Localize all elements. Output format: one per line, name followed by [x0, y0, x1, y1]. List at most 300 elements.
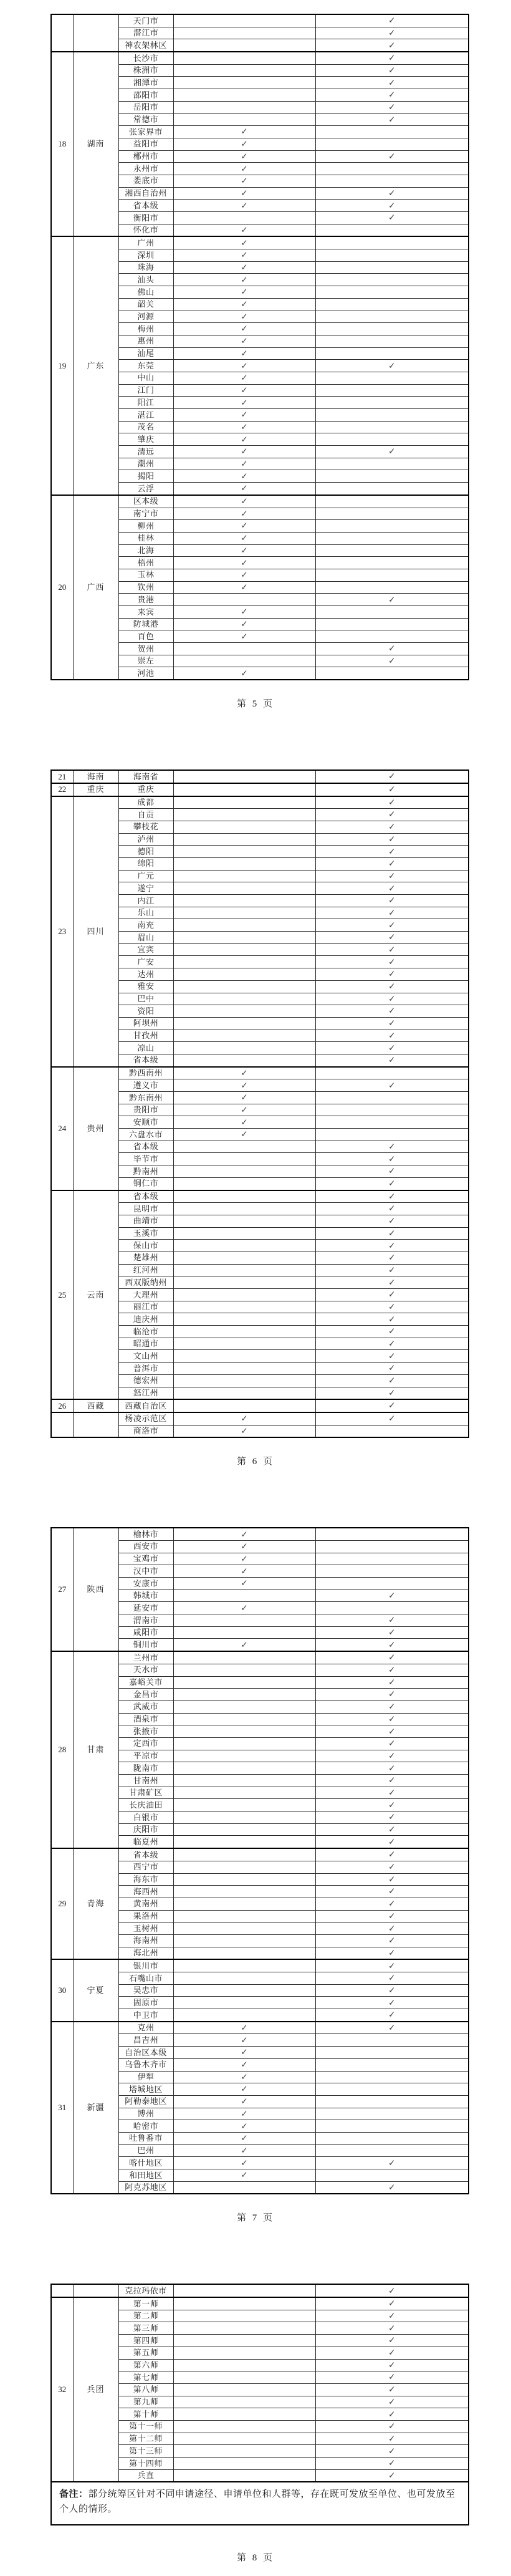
- city-cell: 韶关: [118, 298, 173, 311]
- city-cell: 金昌市: [118, 1689, 173, 1701]
- check-col-1-cell: [173, 1886, 315, 1898]
- check-col-1-cell: [173, 1104, 315, 1116]
- checkmark-icon: ✓: [388, 1763, 396, 1773]
- city-cell: 六盘水市: [118, 1129, 173, 1141]
- city-cell: 吴忠市: [118, 1984, 173, 1997]
- check-col-1-cell: [173, 943, 315, 956]
- index-cell: 26: [51, 1399, 73, 1412]
- city-cell: 韩城市: [118, 1589, 173, 1602]
- city-cell: 玉树州: [118, 1922, 173, 1935]
- check-col-1-cell: [173, 2120, 315, 2133]
- checkmark-icon: ✓: [388, 809, 396, 820]
- check-col-2-cell: [315, 2095, 469, 2108]
- check-col-2-cell: [315, 1811, 469, 1824]
- checkmark-icon: ✓: [241, 2158, 248, 2168]
- check-col-1-cell: [173, 138, 315, 150]
- page-block: [0, 14, 511, 710]
- city-cell: 海北州: [118, 1947, 173, 1959]
- checkmark-icon: ✓: [388, 1689, 396, 1700]
- check-col-2-cell: [315, 2108, 469, 2120]
- city-cell: 梅州: [118, 323, 173, 335]
- city-cell: 玉林: [118, 569, 173, 581]
- city-cell: 长庆油田: [118, 1799, 173, 1811]
- checkmark-icon: ✓: [241, 1529, 248, 1540]
- check-col-2-cell: [315, 1042, 469, 1054]
- check-col-2-cell: [315, 1713, 469, 1725]
- city-cell: 黔南州: [118, 1165, 173, 1178]
- check-col-2-cell: [315, 1959, 469, 1972]
- check-col-2-cell: [315, 1823, 469, 1836]
- checkmark-icon: ✓: [241, 385, 248, 395]
- check-col-1-cell: [173, 2058, 315, 2071]
- city-cell: 第十一师: [118, 2420, 173, 2433]
- checkmark-icon: ✓: [241, 348, 248, 359]
- checkmark-icon: ✓: [388, 2409, 396, 2419]
- check-col-1-cell: [173, 1750, 315, 1762]
- checkmark-icon: ✓: [388, 1351, 396, 1361]
- checkmark-icon: ✓: [388, 77, 396, 88]
- city-cell: 郴州市: [118, 150, 173, 163]
- checkmark-icon: ✓: [241, 422, 248, 432]
- check-col-2-cell: [315, 458, 469, 470]
- check-col-1-cell: [173, 372, 315, 384]
- checkmark-icon: ✓: [388, 1739, 396, 1749]
- city-cell: 省本级: [118, 200, 173, 212]
- city-cell: 北海: [118, 544, 173, 557]
- check-col-1-cell: [173, 1313, 315, 1326]
- checkmark-icon: ✓: [388, 822, 396, 832]
- city-cell: 海西州: [118, 1886, 173, 1898]
- check-col-1-cell: [173, 532, 315, 544]
- footnote-row: [51, 2482, 469, 2525]
- check-col-1-cell: [173, 1565, 315, 1578]
- city-cell: 巴中: [118, 993, 173, 1005]
- city-cell: 阳江: [118, 397, 173, 409]
- checkmark-icon: ✓: [241, 263, 248, 273]
- checkmark-icon: ✓: [241, 188, 248, 198]
- check-col-1-cell: [173, 857, 315, 870]
- check-col-1-cell: [173, 1326, 315, 1338]
- check-col-2-cell: [315, 409, 469, 422]
- page-number-label: 第 8 页: [236, 2552, 274, 2563]
- check-col-2-cell: [315, 261, 469, 274]
- check-col-2-cell: [315, 89, 469, 102]
- city-cell: 湘西自治州: [118, 187, 173, 200]
- city-cell: 第九师: [118, 2396, 173, 2408]
- checkmark-icon: ✓: [388, 1314, 396, 1324]
- city-cell: 哈密市: [118, 2120, 173, 2133]
- check-col-2-cell: [315, 298, 469, 311]
- city-cell: 惠州: [118, 335, 173, 347]
- province-cell: [73, 1412, 118, 1437]
- check-col-2-cell: [315, 655, 469, 667]
- city-cell: 广元: [118, 870, 173, 882]
- check-col-2-cell: [315, 993, 469, 1005]
- checkmark-icon: ✓: [388, 2335, 396, 2346]
- city-cell: 珠海: [118, 261, 173, 274]
- check-col-1-cell: [173, 1399, 315, 1412]
- check-col-1-cell: [173, 1374, 315, 1387]
- check-col-2-cell: [315, 1787, 469, 1799]
- check-col-1-cell: [173, 1651, 315, 1664]
- check-col-2-cell: [315, 956, 469, 968]
- index-cell: 23: [51, 796, 73, 1067]
- check-col-1-cell: [173, 882, 315, 895]
- city-cell: 安顺市: [118, 1116, 173, 1129]
- city-cell: 果洛州: [118, 1910, 173, 1922]
- city-cell: 东莞: [118, 360, 173, 372]
- check-col-1-cell: [173, 360, 315, 372]
- city-cell: 第一师: [118, 2297, 173, 2310]
- checkmark-icon: ✓: [388, 1006, 396, 1016]
- check-col-2-cell: [315, 2359, 469, 2371]
- checkmark-icon: ✓: [388, 1936, 396, 1946]
- check-col-2-cell: [315, 483, 469, 495]
- check-col-1-cell: [173, 2445, 315, 2458]
- index-cell: [51, 1412, 73, 1437]
- footnote: [51, 2482, 469, 2525]
- city-cell: 临夏州: [118, 1836, 173, 1848]
- city-cell: 眉山: [118, 932, 173, 944]
- check-col-2-cell: [315, 1578, 469, 1590]
- city-cell: 吐鲁番市: [118, 2132, 173, 2144]
- city-cell: 兵直: [118, 2469, 173, 2482]
- check-col-2-cell: [315, 618, 469, 630]
- check-col-1-cell: [173, 200, 315, 212]
- check-col-2-cell: [315, 1215, 469, 1227]
- check-col-2-cell: [315, 1664, 469, 1676]
- city-cell: 汕尾: [118, 347, 173, 360]
- city-cell: 汕头: [118, 274, 173, 286]
- checkmark-icon: ✓: [388, 2323, 396, 2333]
- checkmark-icon: ✓: [241, 2121, 248, 2131]
- footnote-label: 备注：: [59, 2489, 88, 2500]
- check-col-1-cell: [173, 1898, 315, 1910]
- check-col-2-cell: [315, 2322, 469, 2335]
- city-cell: 第八师: [118, 2383, 173, 2396]
- check-col-1-cell: [173, 1910, 315, 1922]
- city-cell: 资阳: [118, 1005, 173, 1018]
- check-col-2-cell: [315, 2433, 469, 2445]
- check-col-2-cell: [315, 508, 469, 520]
- city-cell: 第十四师: [118, 2458, 173, 2470]
- check-col-1-cell: [173, 1934, 315, 1947]
- checkmark-icon: ✓: [388, 1030, 396, 1041]
- check-col-1-cell: [173, 101, 315, 113]
- check-col-1-cell: [173, 1676, 315, 1689]
- check-col-1-cell: [173, 64, 315, 77]
- check-col-1-cell: [173, 1626, 315, 1639]
- check-col-2-cell: [315, 1689, 469, 1701]
- city-cell: 铜川市: [118, 1639, 173, 1651]
- check-col-2-cell: [315, 433, 469, 446]
- checkmark-icon: ✓: [241, 287, 248, 297]
- check-col-1-cell: [173, 384, 315, 397]
- check-col-1-cell: [173, 1553, 315, 1565]
- checkmark-icon: ✓: [388, 1018, 396, 1029]
- check-col-2-cell: [315, 2469, 469, 2482]
- page-number-label: 第 7 页: [236, 2213, 274, 2224]
- index-cell: [51, 14, 73, 52]
- check-col-1-cell: [173, 581, 315, 594]
- check-col-2-cell: [315, 1289, 469, 1301]
- check-col-2-cell: [315, 2071, 469, 2083]
- check-col-2-cell: [315, 446, 469, 458]
- check-col-1-cell: [173, 1725, 315, 1738]
- city-cell: 南充: [118, 919, 173, 932]
- city-cell: 天水市: [118, 1664, 173, 1676]
- city-cell: 大理州: [118, 1289, 173, 1301]
- province-cell: 广东: [73, 236, 118, 494]
- check-col-1-cell: [173, 286, 315, 299]
- check-col-2-cell: [315, 1873, 469, 1886]
- city-cell: 塔城地区: [118, 2083, 173, 2096]
- check-col-1-cell: [173, 261, 315, 274]
- check-col-1-cell: [173, 895, 315, 907]
- checkmark-icon: ✓: [388, 27, 396, 38]
- checkmark-icon: ✓: [241, 570, 248, 581]
- checkmark-icon: ✓: [388, 1899, 396, 1909]
- check-col-2-cell: [315, 932, 469, 944]
- checkmark-icon: ✓: [388, 797, 396, 808]
- checkmark-icon: ✓: [241, 619, 248, 629]
- city-cell: 喀什地区: [118, 2157, 173, 2169]
- check-col-1-cell: [173, 1589, 315, 1602]
- check-col-2-cell: [315, 2181, 469, 2194]
- check-col-1-cell: [173, 126, 315, 138]
- check-col-1-cell: [173, 1700, 315, 1713]
- checkmark-icon: ✓: [241, 311, 248, 322]
- index-cell: 28: [51, 1651, 73, 1848]
- check-col-2-cell: [315, 1141, 469, 1153]
- city-cell: 佛山: [118, 286, 173, 299]
- check-col-1-cell: [173, 212, 315, 224]
- check-col-2-cell: [315, 606, 469, 619]
- check-col-1-cell: [173, 1775, 315, 1787]
- checkmark-icon: ✓: [241, 557, 248, 568]
- check-col-1-cell: [173, 236, 315, 249]
- checkmark-icon: ✓: [388, 1923, 396, 1934]
- check-col-1-cell: [173, 1787, 315, 1799]
- check-col-1-cell: [173, 1227, 315, 1240]
- checkmark-icon: ✓: [388, 656, 396, 666]
- checkmark-icon: ✓: [241, 410, 248, 420]
- city-cell: 中卫市: [118, 2009, 173, 2022]
- city-cell: 黄南州: [118, 1898, 173, 1910]
- checkmark-icon: ✓: [388, 1665, 396, 1676]
- checkmark-icon: ✓: [388, 1812, 396, 1823]
- check-col-1-cell: [173, 483, 315, 495]
- check-col-1-cell: [173, 1823, 315, 1836]
- checkmark-icon: ✓: [388, 2421, 396, 2432]
- checkmark-icon: ✓: [388, 945, 396, 955]
- check-col-1-cell: [173, 2310, 315, 2322]
- checkmark-icon: ✓: [388, 2182, 396, 2192]
- city-cell: 阿勒泰地区: [118, 2095, 173, 2108]
- checkmark-icon: ✓: [241, 582, 248, 592]
- check-col-2-cell: [315, 1614, 469, 1627]
- check-col-1-cell: [173, 1639, 315, 1651]
- check-col-1-cell: [173, 643, 315, 655]
- check-col-2-cell: [315, 64, 469, 77]
- check-col-1-cell: [173, 1054, 315, 1066]
- check-col-2-cell: [315, 846, 469, 858]
- checkmark-icon: ✓: [388, 188, 396, 198]
- check-col-2-cell: [315, 943, 469, 956]
- table-row: [51, 1848, 469, 1861]
- province-cell: [73, 2284, 118, 2297]
- city-cell: 兰州市: [118, 1651, 173, 1664]
- table-row: [51, 2022, 469, 2034]
- city-cell: 汉中市: [118, 1565, 173, 1578]
- region-table: [50, 1527, 469, 2194]
- check-col-2-cell: [315, 796, 469, 809]
- checkmark-icon: ✓: [241, 200, 248, 211]
- check-col-2-cell: [315, 163, 469, 175]
- footnote-text: 部分统筹区针对不同申请途径、申请单位和人群等，存在既可发放至单位、也可发放至个人的情形。: [59, 2489, 456, 2514]
- check-col-2-cell: [315, 833, 469, 846]
- check-col-2-cell: [315, 1553, 469, 1565]
- check-col-1-cell: [173, 1614, 315, 1627]
- check-col-1-cell: [173, 655, 315, 667]
- city-cell: 南宁市: [118, 508, 173, 520]
- index-cell: 24: [51, 1067, 73, 1190]
- check-col-2-cell: [315, 2009, 469, 2022]
- check-col-1-cell: [173, 1412, 315, 1425]
- check-col-1-cell: [173, 2022, 315, 2034]
- checkmark-icon: ✓: [388, 102, 396, 113]
- check-col-1-cell: [173, 520, 315, 533]
- province-cell: 广西: [73, 495, 118, 680]
- check-col-1-cell: [173, 335, 315, 347]
- table-row: [51, 1528, 469, 1540]
- checkmark-icon: ✓: [388, 1652, 396, 1663]
- checkmark-icon: ✓: [388, 834, 396, 844]
- city-cell: 贵阳市: [118, 1104, 173, 1116]
- table-row: [51, 1399, 469, 1412]
- check-col-2-cell: [315, 1252, 469, 1264]
- checkmark-icon: ✓: [388, 932, 396, 943]
- city-cell: 德宏州: [118, 1374, 173, 1387]
- city-cell: 泸州: [118, 833, 173, 846]
- checkmark-icon: ✓: [388, 1055, 396, 1066]
- city-cell: 遵义市: [118, 1079, 173, 1092]
- check-col-1-cell: [173, 1602, 315, 1614]
- check-col-1-cell: [173, 458, 315, 470]
- table-row: [51, 1067, 469, 1079]
- checkmark-icon: ✓: [241, 299, 248, 310]
- check-col-1-cell: [173, 1289, 315, 1301]
- city-cell: 桂林: [118, 532, 173, 544]
- check-col-2-cell: [315, 581, 469, 594]
- check-col-1-cell: [173, 2132, 315, 2144]
- check-col-2-cell: [315, 1374, 469, 1387]
- check-col-2-cell: [315, 347, 469, 360]
- check-col-1-cell: [173, 323, 315, 335]
- check-col-2-cell: [315, 1886, 469, 1898]
- city-cell: 商洛市: [118, 1425, 173, 1437]
- check-col-1-cell: [173, 1528, 315, 1540]
- checkmark-icon: ✓: [241, 459, 248, 469]
- checkmark-icon: ✓: [388, 1414, 396, 1424]
- check-col-1-cell: [173, 2034, 315, 2047]
- check-col-2-cell: [315, 200, 469, 212]
- city-cell: 重庆: [118, 783, 173, 796]
- check-col-2-cell: [315, 1399, 469, 1412]
- check-col-2-cell: [315, 1240, 469, 1252]
- index-cell: 20: [51, 495, 73, 680]
- checkmark-icon: ✓: [388, 2458, 396, 2469]
- region-table: [50, 769, 469, 1438]
- city-cell: 铜仁市: [118, 1177, 173, 1190]
- city-cell: 凉山: [118, 1042, 173, 1054]
- check-col-2-cell: [315, 2034, 469, 2047]
- city-cell: 和田地区: [118, 2169, 173, 2182]
- city-cell: 玉溪市: [118, 1227, 173, 1240]
- check-col-2-cell: [315, 470, 469, 483]
- city-cell: 第十三师: [118, 2445, 173, 2458]
- city-cell: 黔西南州: [118, 1067, 173, 1079]
- check-col-1-cell: [173, 2095, 315, 2108]
- checkmark-icon: ✓: [241, 508, 248, 519]
- province-cell: 陕西: [73, 1528, 118, 1651]
- check-col-2-cell: [315, 1153, 469, 1165]
- check-col-2-cell: [315, 2371, 469, 2384]
- check-col-1-cell: [173, 809, 315, 821]
- check-col-2-cell: [315, 557, 469, 569]
- checkmark-icon: ✓: [241, 471, 248, 481]
- table-row: [51, 2297, 469, 2310]
- city-cell: 克州: [118, 2022, 173, 2034]
- check-col-1-cell: [173, 1425, 315, 1437]
- checkmark-icon: ✓: [388, 1850, 396, 1860]
- check-col-1-cell: [173, 113, 315, 126]
- checkmark-icon: ✓: [388, 1985, 396, 1995]
- city-cell: 云浮: [118, 483, 173, 495]
- checkmark-icon: ✓: [241, 224, 248, 235]
- checkmark-icon: ✓: [241, 545, 248, 556]
- check-col-2-cell: [315, 1626, 469, 1639]
- city-cell: 甘肃矿区: [118, 1787, 173, 1799]
- index-cell: [51, 2284, 73, 2297]
- checkmark-icon: ✓: [388, 771, 396, 782]
- city-cell: 绵阳: [118, 857, 173, 870]
- checkmark-icon: ✓: [388, 2285, 396, 2296]
- checkmark-icon: ✓: [241, 521, 248, 531]
- city-cell: 遂宁: [118, 882, 173, 895]
- check-col-1-cell: [173, 569, 315, 581]
- check-col-2-cell: [315, 630, 469, 643]
- region-table: [50, 14, 469, 680]
- city-cell: 区本级: [118, 495, 173, 508]
- checkmark-icon: ✓: [388, 982, 396, 992]
- city-cell: 常德市: [118, 113, 173, 126]
- city-cell: 海东市: [118, 1873, 173, 1886]
- checkmark-icon: ✓: [241, 139, 248, 150]
- city-cell: 保山市: [118, 1240, 173, 1252]
- check-col-1-cell: [173, 1116, 315, 1129]
- check-col-2-cell: [315, 212, 469, 224]
- check-col-2-cell: [315, 2408, 469, 2421]
- check-col-1-cell: [173, 2396, 315, 2408]
- city-cell: 达州: [118, 968, 173, 981]
- province-cell: 宁夏: [73, 1959, 118, 2021]
- province-cell: 湖南: [73, 52, 118, 236]
- province-cell: 西藏: [73, 1399, 118, 1412]
- check-col-1-cell: [173, 2297, 315, 2310]
- check-col-1-cell: [173, 2458, 315, 2470]
- city-cell: 河池: [118, 667, 173, 680]
